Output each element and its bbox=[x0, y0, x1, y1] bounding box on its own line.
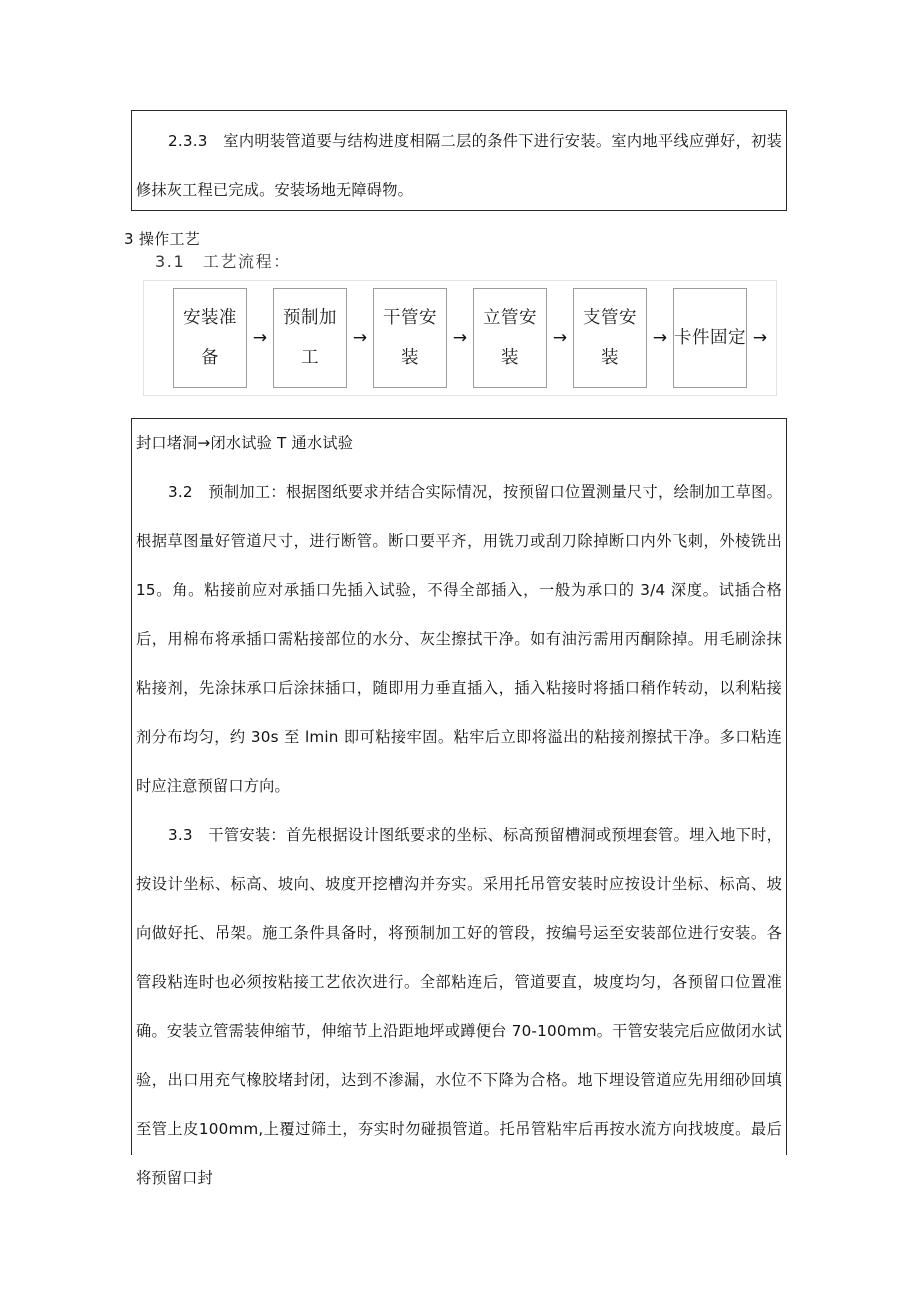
process-flowchart bbox=[143, 280, 777, 396]
flow-arrow-icon-4: → bbox=[552, 327, 568, 348]
flowchart-continuation-text: 封口堵洞→闭水试验 T 通水试验 bbox=[136, 434, 354, 452]
flow-box-4-line2: 装 bbox=[501, 348, 519, 368]
flow-box-3-line1: 干管安 bbox=[383, 308, 437, 328]
flow-box-4 bbox=[473, 288, 547, 388]
flow-box-1-line1: 安装准 bbox=[183, 308, 237, 328]
body-text-inner bbox=[132, 419, 786, 1203]
flow-arrow-icon-2: → bbox=[352, 327, 368, 348]
heading-section-3: 3 操作工艺 bbox=[124, 230, 201, 248]
flow-box-2-line2: 工 bbox=[301, 348, 319, 368]
body-text-box bbox=[131, 418, 787, 1187]
clause-2-3-3-text: 2.3.3 室内明装管道要与结构进度相隔二层的条件下进行安装。室内地平线应弹好，初装修抹灰工程已完成。安装场地无障碍物。 bbox=[136, 132, 782, 199]
flow-box-5-line2: 装 bbox=[601, 348, 619, 368]
clause-2-3-3-box bbox=[131, 110, 787, 211]
flow-arrow-icon-1: → bbox=[252, 327, 268, 348]
clause-2-3-3-inner bbox=[132, 111, 786, 215]
flow-box-3-line2: 装 bbox=[401, 348, 419, 368]
flow-box-3 bbox=[373, 288, 447, 388]
flow-box-1-line2: 备 bbox=[201, 348, 219, 368]
flow-box-6-line1: 卡件固定 bbox=[674, 328, 746, 348]
clause-3-2-text: 3.2 预制加工：根据图纸要求并结合实际情况，按预留口位置测量尺寸，绘制加工草图。根据草图量好管道尺寸，进行断管。断口要平齐，用铣刀或刮刀除掉断口内外飞刺，外棱铣出 15。角。粘接前应对承插口先插入试验，不得全部插入，一般为承口的 3/4 深度。试插合格后，用棉布将承插口需粘接部位的水分、灰尘擦拭干净。如有油污需用丙酮除掉。用毛刷涂抹粘接剂，先涂抹承口后涂抹插口，随即用力垂直插入，插入粘接时将插口稍作转动，以利粘接剂分布均匀，约 30s 至 lmin 即可粘接牢固。粘牢后立即将溢出的粘接剂擦拭干净。多口粘连时应注意预留口方向。 bbox=[136, 483, 782, 795]
flow-box-4-line1: 立管安 bbox=[483, 308, 537, 328]
flow-arrow-icon-6: → bbox=[752, 327, 768, 348]
flow-arrow-icon-5: → bbox=[652, 327, 668, 348]
flow-box-5-line1: 支管安 bbox=[583, 308, 637, 328]
flow-box-2-line1: 预制加 bbox=[283, 308, 337, 328]
flow-box-2 bbox=[273, 288, 347, 388]
clause-3-3-text: 3.3 干管安装：首先根据设计图纸要求的坐标、标高预留槽洞或预埋套管。埋入地下时，按设计坐标、标高、坡向、坡度开挖槽沟并夯实。采用托吊管安装时应按设计坐标、标高、坡向做好托、吊架。施工条件具备时，将预制加工好的管段，按编号运至安装部位进行安装。各管段粘连时也必须按粘接工艺依次进行。全部粘连后，管道要直，坡度均匀，各预留口位置准确。安装立管需装伸缩节，伸缩节上沿距地坪或蹲便台 70-100mm。干管安装完后应做闭水试验，出口用充气橡胶堵封闭，达到不渗漏，水位不下降为合格。地下埋设管道应先用细砂回填至管上皮100mm,上覆过筛土，夯实时勿碰损管道。托吊管粘牢后再按水流方向找坡度。最后将预留口封 bbox=[136, 826, 782, 1187]
flow-box-1 bbox=[173, 288, 247, 388]
heading-section-3-1: 3.1 工艺流程： bbox=[155, 252, 291, 271]
flow-arrow-icon-3: → bbox=[452, 327, 468, 348]
flow-box-5 bbox=[573, 288, 647, 388]
flow-box-6 bbox=[673, 288, 747, 388]
